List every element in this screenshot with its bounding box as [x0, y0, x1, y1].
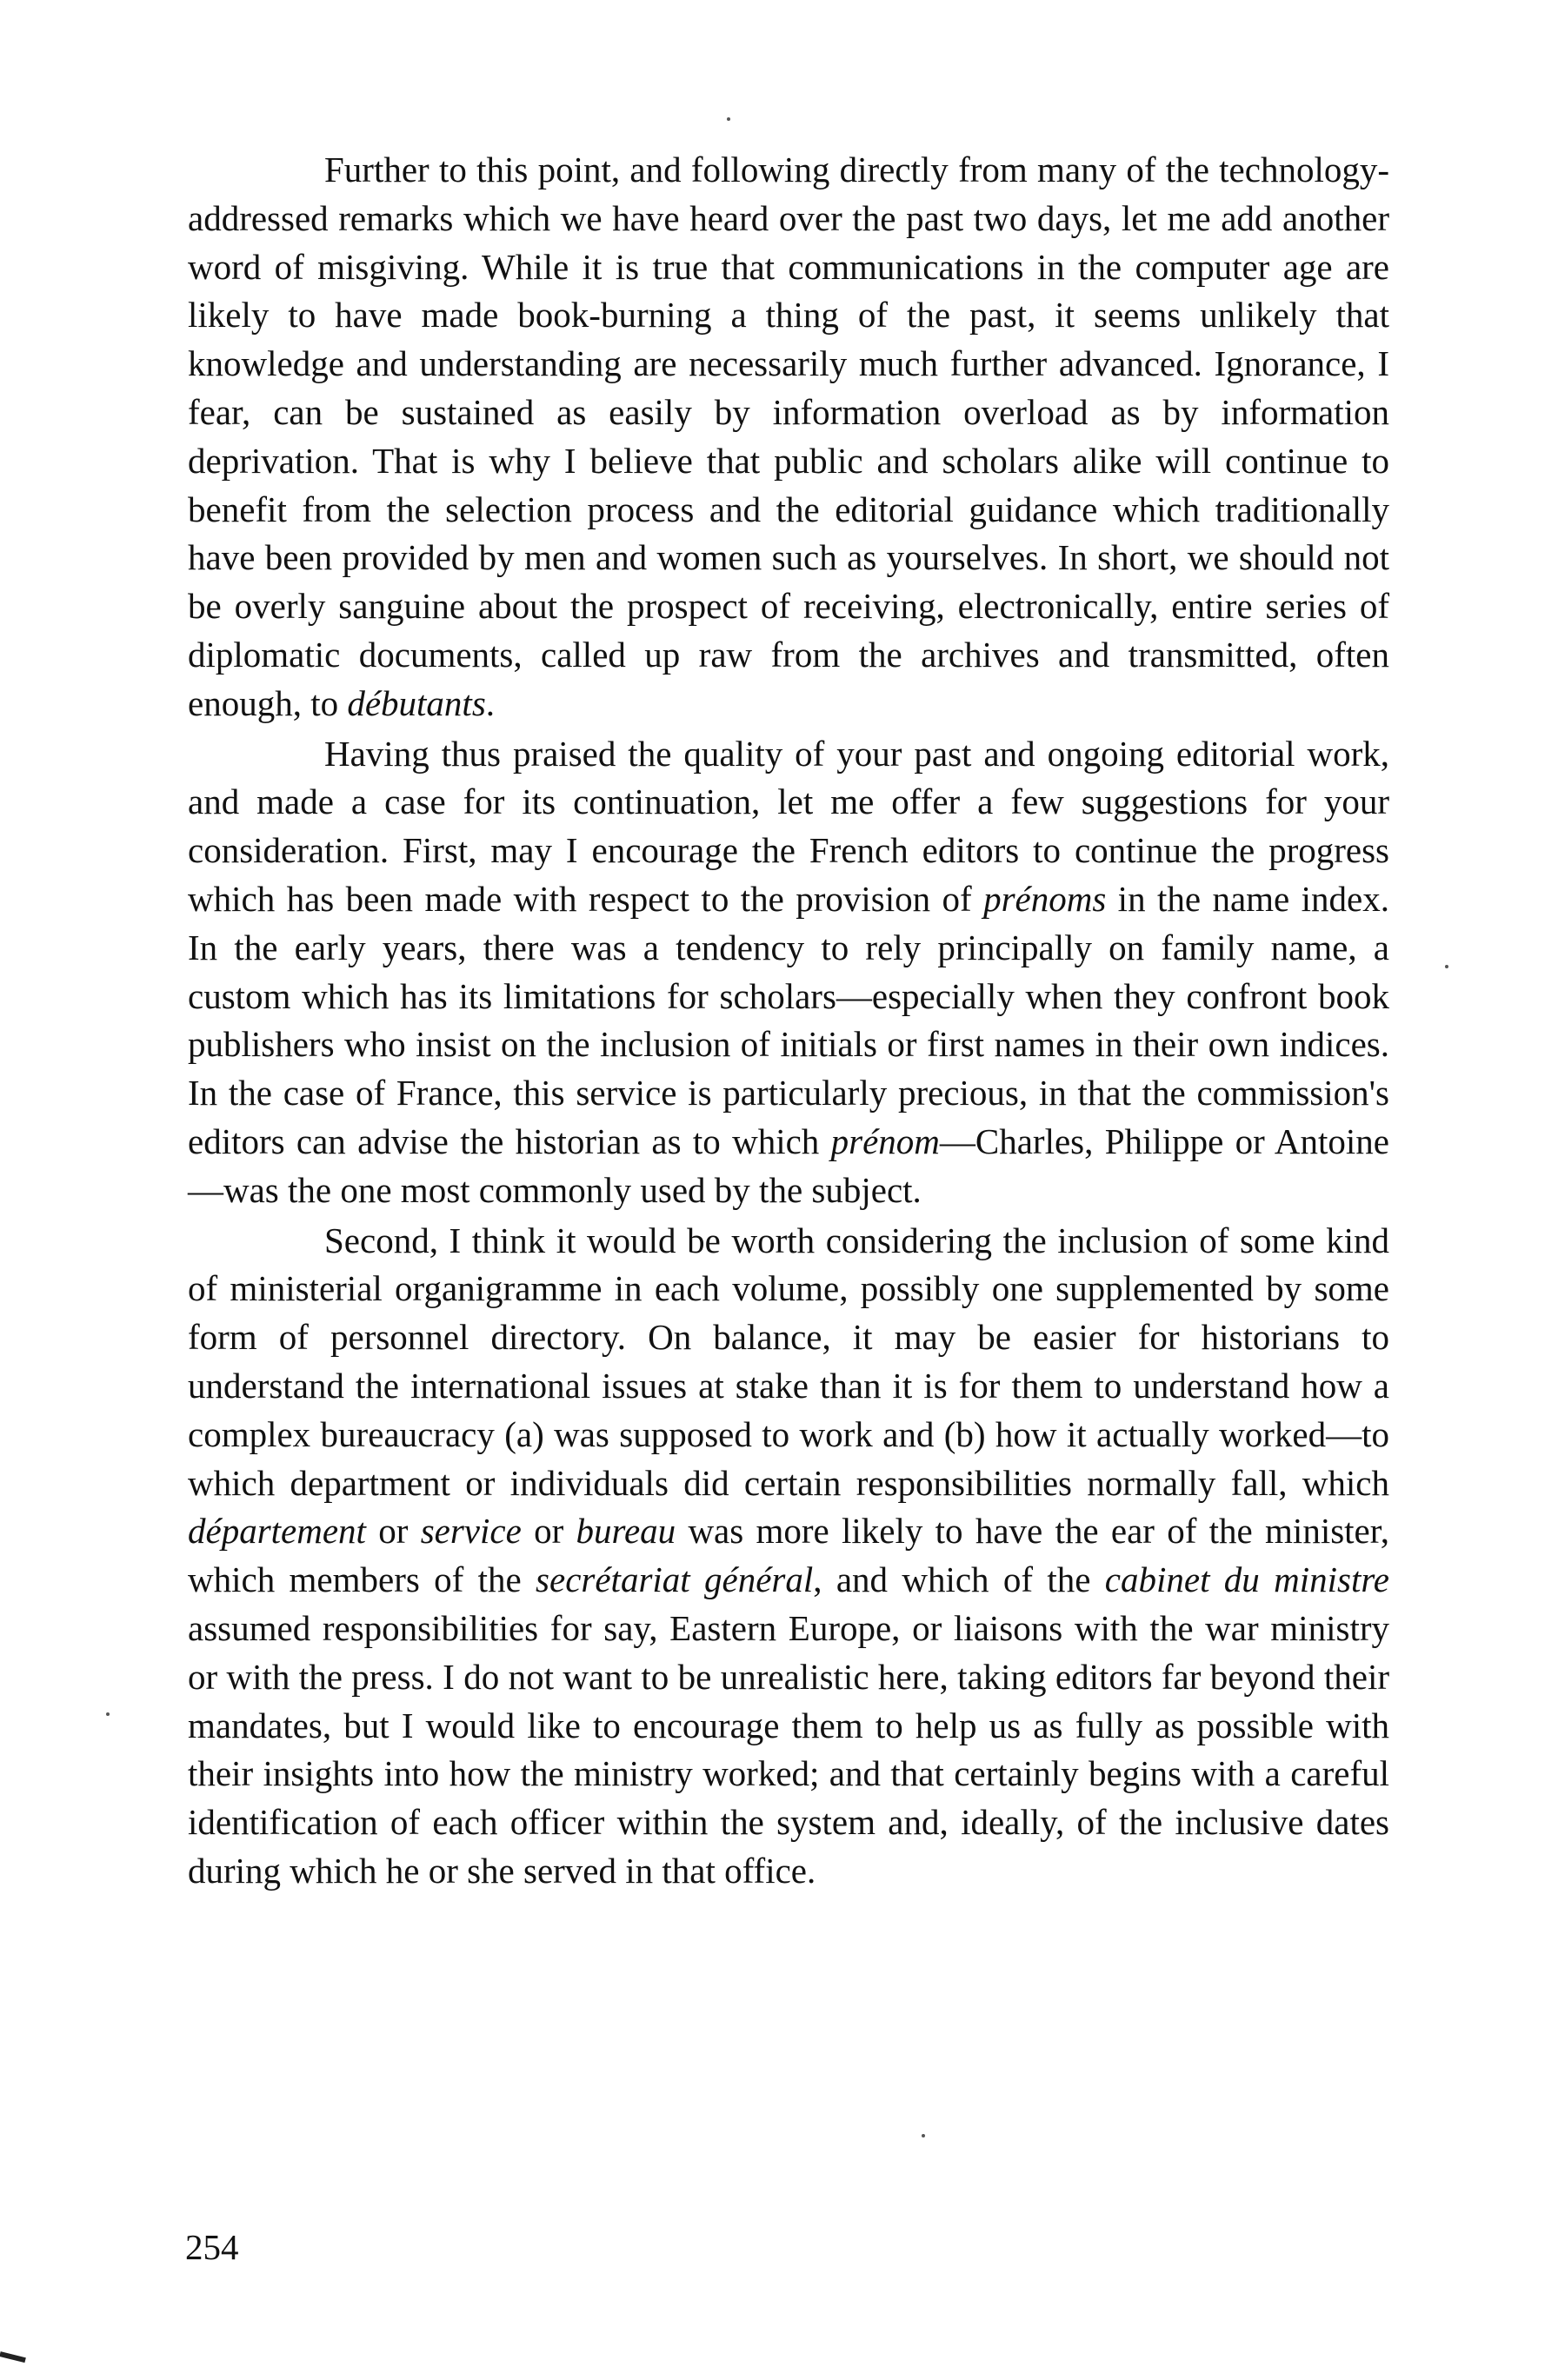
- text-run: was more likely to have the ear of the minister, which members of the: [188, 1511, 1390, 1600]
- paragraph: [188, 146, 1389, 728]
- paragraph: [188, 1217, 1389, 1896]
- paragraph: [188, 730, 1389, 1215]
- scan-speck: [922, 2134, 925, 2137]
- text-run: Further to this point, and following directly from many of the technology-addressed remarks which we have heard over the past two days, let me add another word of misgiving. While it is true that communications in the computer age are likely to have made book-burning a thing of the past, it seems unlikely that knowledge and understanding are necessarily much further advanced. Ignorance, I fear, can be sustained as easily by information overload as by information deprivation. That is why I believe that public and scholars alike will continue to benefit from the selection process and the editorial guidance which traditionally have been provided by men and women such as yourselves. In short, we should not be overly sanguine about the prospect of receiving, electronically, entire series of diplomatic documents, called up raw from the archives and transmitted, often enough, to: [188, 150, 1389, 723]
- text-run: or: [521, 1511, 576, 1552]
- body-text: [188, 146, 1389, 1896]
- italic-term: bureau: [576, 1511, 676, 1552]
- italic-term: prénom: [830, 1120, 940, 1161]
- italic-term: prénoms: [983, 878, 1107, 919]
- text-run: Second, I think it would be worth considering the inclusion of some kind of ministerial organigramme in each volume, possibly one supplemented by some form of personnel directory. On balance, it may be easier for historians to understand the international issues at stake than it is for them to understand how a complex bureaucracy (a) was supposed to work and (b) how it actually worked—to which department or individuals did certain responsibilities normally fall, which: [188, 1220, 1389, 1503]
- text-run: , and which of the: [813, 1559, 1105, 1600]
- text-run: assumed responsibilities for say, Eastern Europe, or liaisons with the war ministry or with the press. I do not want to be unrealistic here, taking editors far beyond their mandates, but I would like to encourage them to help us as fully as possible with their insights into how the ministry worked; and that certainly begins with a careful identification of each officer within the system and, ideally, of the inclusive dates during which he or she served in that office.: [188, 1607, 1389, 1891]
- scan-speck: [727, 117, 730, 121]
- italic-term: service: [420, 1511, 522, 1552]
- scan-edge-mark: [0, 2351, 26, 2363]
- page-number: 254: [185, 2227, 239, 2267]
- text-run: .: [485, 682, 496, 723]
- italic-term: secrétariat général: [536, 1559, 814, 1600]
- scan-speck: [1445, 965, 1448, 968]
- scan-speck: [106, 1712, 110, 1716]
- italic-term: cabinet du ministre: [1104, 1559, 1389, 1600]
- text-run: or: [365, 1511, 421, 1552]
- text-run: in the name index. In the early years, there was a tendency to rely principally on family name, a custom which has its limitations for scholars—especially when they confront book publishers who insist on the inclusion of initials or first names in their own indices. In the case of France, this service is particularly precious, in that the commission's editors can advise the historian as to which: [188, 878, 1389, 1161]
- text-run: Having thus praised the quality of your past and ongoing editorial work, and made a case for its continuation, let me offer a few suggestions for your consideration. First, may I encourage the French editors to continue the progress which has been made with respect to the provision of: [188, 733, 1389, 919]
- italic-term: département: [188, 1511, 366, 1552]
- text-run: —Charles, Philippe or Antoine—was the one most commonly used by the subject.: [188, 1120, 1389, 1210]
- italic-term: débutants: [347, 682, 486, 723]
